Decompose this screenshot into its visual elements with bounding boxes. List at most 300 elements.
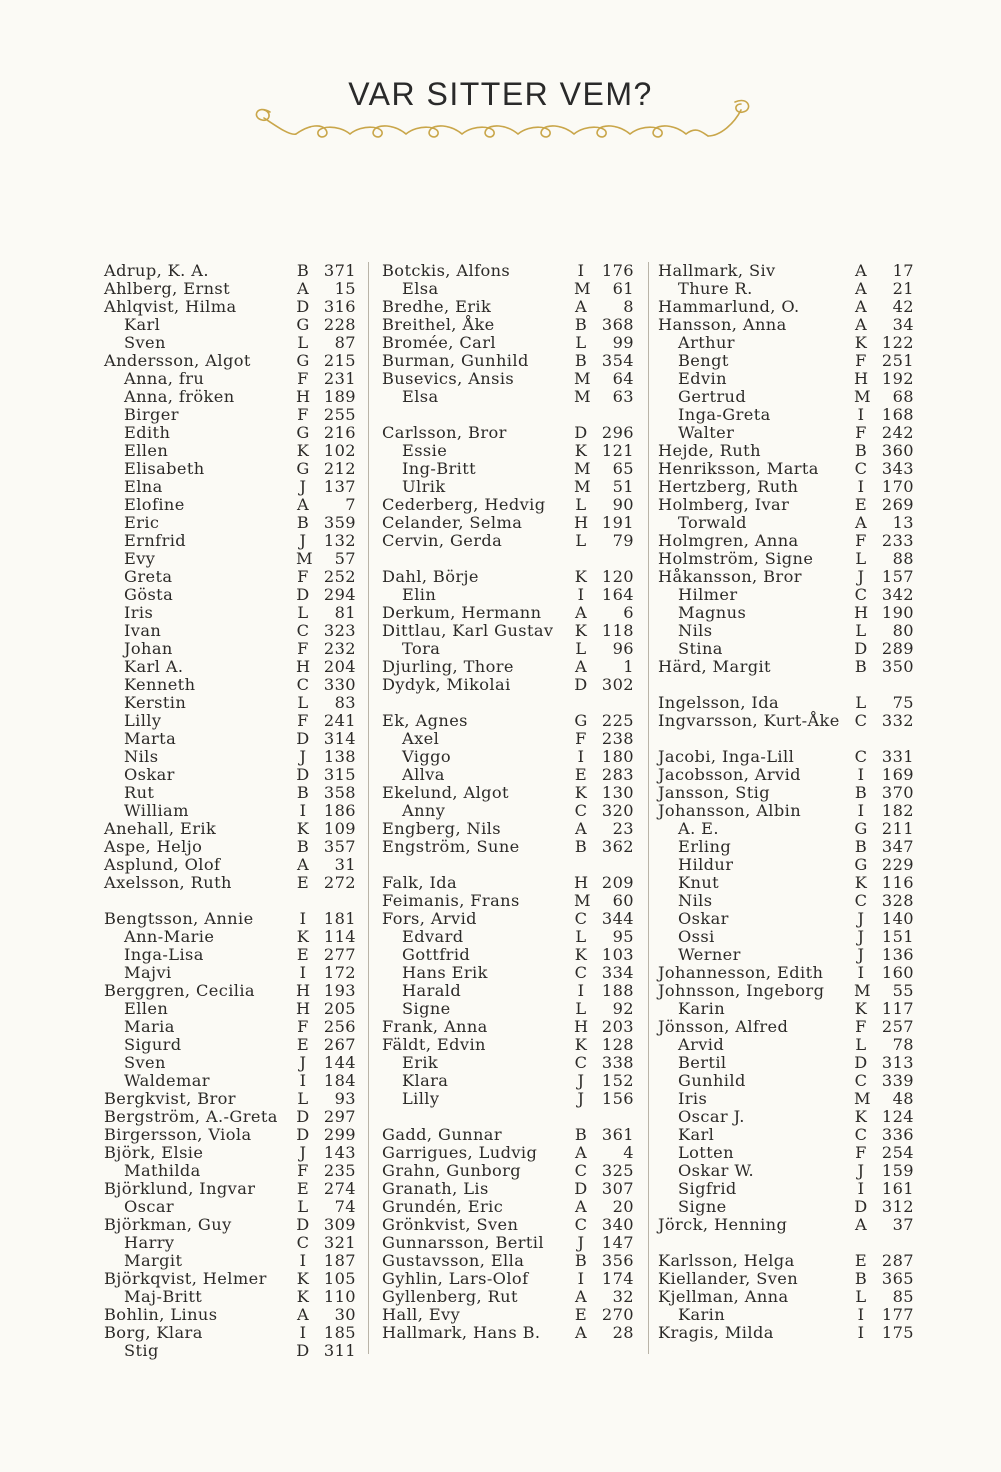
index-entry bbox=[382, 802, 634, 820]
index-entry bbox=[658, 586, 914, 604]
entry-section: H bbox=[296, 657, 311, 676]
entry-name: Iris bbox=[678, 1089, 708, 1108]
entry-name: Oskar bbox=[124, 765, 175, 784]
entry-name: Adrup, K. A. bbox=[104, 261, 209, 280]
entry-section: M bbox=[574, 387, 591, 406]
entry-name: A. E. bbox=[678, 819, 719, 838]
entry-name: Magnus bbox=[678, 603, 747, 622]
entry-name: Henriksson, Marta bbox=[658, 459, 819, 478]
entry-name: Elna bbox=[124, 477, 163, 496]
entry-name: Signe bbox=[678, 1197, 727, 1216]
entry-section: L bbox=[855, 549, 867, 568]
index-entry bbox=[382, 820, 634, 838]
entry-seat-number: 90 bbox=[612, 495, 634, 514]
entry-section: E bbox=[296, 1179, 310, 1198]
entry-section: E bbox=[296, 873, 310, 892]
entry-name: Johnsson, Ingeborg bbox=[658, 981, 825, 1000]
entry-section: M bbox=[574, 369, 591, 388]
index-entry bbox=[104, 1108, 356, 1126]
entry-seat-number: 170 bbox=[881, 477, 914, 496]
entry-seat-number: 316 bbox=[323, 297, 356, 316]
entry-section: H bbox=[296, 387, 311, 406]
entry-name: Bengt bbox=[678, 351, 729, 370]
entry-seat-number: 51 bbox=[612, 477, 634, 496]
entry-seat-number: 102 bbox=[323, 441, 356, 460]
index-entry bbox=[104, 406, 356, 424]
entry-section: D bbox=[854, 639, 868, 658]
entry-name: Holmgren, Anna bbox=[658, 531, 799, 550]
entry-section: C bbox=[574, 1215, 588, 1234]
entry-section: B bbox=[574, 1251, 588, 1270]
entry-name: Ann-Marie bbox=[124, 927, 215, 946]
index-entry bbox=[658, 838, 914, 856]
entry-seat-number: 60 bbox=[612, 891, 634, 910]
entry-section: I bbox=[299, 1251, 307, 1270]
entry-seat-number: 189 bbox=[323, 387, 356, 406]
entry-name: Inga-Lisa bbox=[124, 945, 204, 964]
entry-section: L bbox=[855, 1287, 867, 1306]
entry-seat-number: 340 bbox=[601, 1215, 634, 1234]
entry-seat-number: 172 bbox=[323, 963, 356, 982]
entry-name: Evy bbox=[124, 549, 156, 568]
letter-group-gap bbox=[382, 856, 634, 874]
entry-seat-number: 232 bbox=[323, 639, 356, 658]
entry-seat-number: 55 bbox=[892, 981, 914, 1000]
entry-seat-number: 114 bbox=[323, 927, 356, 946]
index-entry bbox=[658, 982, 914, 1000]
entry-name: Bredhe, Erik bbox=[382, 297, 492, 316]
entry-name: Bergström, A.-Greta bbox=[104, 1107, 278, 1126]
index-entry bbox=[658, 478, 914, 496]
entry-name: Hertzberg, Ruth bbox=[658, 477, 799, 496]
entry-section: B bbox=[574, 315, 588, 334]
index-entry bbox=[104, 982, 356, 1000]
entry-seat-number: 205 bbox=[323, 999, 356, 1018]
entry-name: Greta bbox=[124, 567, 173, 586]
entry-seat-number: 99 bbox=[612, 333, 634, 352]
entry-seat-number: 360 bbox=[881, 441, 914, 460]
entry-name: Jönsson, Alfred bbox=[658, 1017, 789, 1036]
entry-name: Bohlin, Linus bbox=[104, 1305, 218, 1324]
index-entry bbox=[104, 586, 356, 604]
entry-name: Botckis, Alfons bbox=[382, 261, 511, 280]
entry-section: A bbox=[574, 1197, 588, 1216]
index-entry bbox=[382, 460, 634, 478]
entry-name: Arvid bbox=[678, 1035, 725, 1054]
entry-seat-number: 251 bbox=[881, 351, 914, 370]
entry-section: G bbox=[296, 315, 310, 334]
entry-name: Waldemar bbox=[124, 1071, 210, 1090]
entry-section: C bbox=[854, 1071, 868, 1090]
entry-section: L bbox=[575, 639, 587, 658]
index-entry bbox=[104, 676, 356, 694]
entry-section: K bbox=[854, 1107, 868, 1126]
entry-name: Arthur bbox=[678, 333, 735, 352]
entry-name: Hilmer bbox=[678, 585, 738, 604]
entry-seat-number: 283 bbox=[601, 765, 634, 784]
entry-name: Gustavsson, Ella bbox=[382, 1251, 525, 1270]
index-entry bbox=[104, 532, 356, 550]
index-entry bbox=[658, 874, 914, 892]
index-entry bbox=[658, 802, 914, 820]
entry-name: Fäldt, Edvin bbox=[382, 1035, 486, 1054]
index-entry bbox=[658, 442, 914, 460]
index-entry bbox=[382, 784, 634, 802]
index-entry bbox=[104, 388, 356, 406]
entry-name: Gösta bbox=[124, 585, 174, 604]
entry-section: A bbox=[854, 315, 868, 334]
entry-section: M bbox=[574, 459, 591, 478]
index-entry bbox=[104, 370, 356, 388]
index-entry bbox=[104, 478, 356, 496]
entry-seat-number: 193 bbox=[323, 981, 356, 1000]
entry-seat-number: 256 bbox=[323, 1017, 356, 1036]
index-entry bbox=[382, 748, 634, 766]
entry-name: Oskar W. bbox=[678, 1161, 755, 1180]
entry-seat-number: 159 bbox=[881, 1161, 914, 1180]
index-entry bbox=[658, 496, 914, 514]
index-entry bbox=[382, 1144, 634, 1162]
entry-seat-number: 354 bbox=[601, 351, 634, 370]
entry-section: A bbox=[854, 279, 868, 298]
entry-name: Falk, Ida bbox=[382, 873, 458, 892]
entry-section: C bbox=[854, 459, 868, 478]
entry-seat-number: 277 bbox=[323, 945, 356, 964]
index-entry bbox=[382, 658, 634, 676]
entry-section: C bbox=[854, 711, 868, 730]
entry-name: Walter bbox=[678, 423, 735, 442]
index-entry bbox=[382, 604, 634, 622]
index-entry bbox=[104, 568, 356, 586]
entry-seat-number: 191 bbox=[601, 513, 634, 532]
entry-section: J bbox=[577, 1233, 585, 1252]
index-entry bbox=[104, 298, 356, 316]
entry-name: Ivan bbox=[124, 621, 162, 640]
entry-section: J bbox=[299, 477, 307, 496]
entry-name: Breithel, Åke bbox=[382, 315, 495, 334]
index-entry bbox=[104, 1072, 356, 1090]
index-entry bbox=[658, 1162, 914, 1180]
entry-section: K bbox=[854, 999, 868, 1018]
entry-seat-number: 20 bbox=[612, 1197, 634, 1216]
entry-section: B bbox=[854, 837, 868, 856]
index-entry bbox=[104, 1198, 356, 1216]
entry-section: E bbox=[296, 945, 310, 964]
entry-name: Viggo bbox=[402, 747, 452, 766]
index-entry bbox=[658, 370, 914, 388]
entry-section: F bbox=[297, 1017, 309, 1036]
entry-seat-number: 321 bbox=[323, 1233, 356, 1252]
entry-section: K bbox=[296, 927, 310, 946]
entry-name: Härd, Margit bbox=[658, 657, 771, 676]
entry-section: F bbox=[575, 729, 587, 748]
entry-name: Knut bbox=[678, 873, 720, 892]
entry-section: I bbox=[299, 1323, 307, 1342]
entry-seat-number: 242 bbox=[881, 423, 914, 442]
page-title: VAR SITTER VEM? bbox=[348, 76, 653, 112]
entry-name: Birgersson, Viola bbox=[104, 1125, 252, 1144]
index-entry bbox=[382, 496, 634, 514]
entry-name: Sven bbox=[124, 333, 166, 352]
entry-name: William bbox=[124, 801, 189, 820]
entry-name: Karl bbox=[678, 1125, 715, 1144]
entry-section: A bbox=[574, 1143, 588, 1162]
entry-section: F bbox=[855, 531, 867, 550]
entry-seat-number: 257 bbox=[881, 1017, 914, 1036]
entry-name: Karl bbox=[124, 315, 161, 334]
entry-name: Frank, Anna bbox=[382, 1017, 488, 1036]
entry-section: L bbox=[575, 333, 587, 352]
entry-section: F bbox=[297, 405, 309, 424]
letter-group-gap bbox=[658, 730, 914, 748]
entry-seat-number: 61 bbox=[612, 279, 634, 298]
entry-name: Ekelund, Algot bbox=[382, 783, 509, 802]
entry-name: Dahl, Börje bbox=[382, 567, 479, 586]
entry-seat-number: 74 bbox=[334, 1197, 356, 1216]
entry-name: Kragis, Milda bbox=[658, 1323, 774, 1342]
entry-section: E bbox=[296, 1035, 310, 1054]
entry-name: Burman, Gunhild bbox=[382, 351, 529, 370]
index-entry bbox=[382, 622, 634, 640]
entry-section: D bbox=[296, 1107, 310, 1126]
entry-section: A bbox=[574, 819, 588, 838]
index-entry bbox=[658, 1324, 914, 1342]
entry-section: K bbox=[854, 873, 868, 892]
entry-name: Granath, Lis bbox=[382, 1179, 489, 1198]
index-entry bbox=[658, 1288, 914, 1306]
entry-seat-number: 323 bbox=[323, 621, 356, 640]
entry-section: C bbox=[854, 585, 868, 604]
entry-name: Gertrud bbox=[678, 387, 747, 406]
index-entry bbox=[382, 298, 634, 316]
entry-name: Lotten bbox=[678, 1143, 734, 1162]
index-entry bbox=[658, 694, 914, 712]
entry-seat-number: 32 bbox=[612, 1287, 634, 1306]
index-entry bbox=[658, 748, 914, 766]
entry-name: Engberg, Nils bbox=[382, 819, 501, 838]
entry-name: Essie bbox=[402, 441, 448, 460]
entry-name: Jansson, Stig bbox=[658, 783, 770, 802]
entry-seat-number: 118 bbox=[601, 621, 634, 640]
entry-name: Lilly bbox=[124, 711, 162, 730]
entry-seat-number: 296 bbox=[601, 423, 634, 442]
entry-section: E bbox=[854, 1251, 868, 1270]
entry-section: K bbox=[296, 1269, 310, 1288]
entry-section: J bbox=[857, 1161, 865, 1180]
entry-section: A bbox=[574, 1323, 588, 1342]
entry-seat-number: 117 bbox=[881, 999, 914, 1018]
index-entry bbox=[382, 676, 634, 694]
index-entry bbox=[104, 856, 356, 874]
entry-seat-number: 130 bbox=[601, 783, 634, 802]
entry-section: C bbox=[854, 1125, 868, 1144]
entry-seat-number: 315 bbox=[323, 765, 356, 784]
entry-section: A bbox=[296, 855, 310, 874]
entry-name: Karin bbox=[678, 999, 726, 1018]
entry-name: Gyhlin, Lars-Olof bbox=[382, 1269, 529, 1288]
entry-seat-number: 347 bbox=[881, 837, 914, 856]
entry-seat-number: 325 bbox=[601, 1161, 634, 1180]
index-entry bbox=[658, 1144, 914, 1162]
entry-name: Erling bbox=[678, 837, 732, 856]
entry-name: Majvi bbox=[124, 963, 172, 982]
entry-section: K bbox=[854, 333, 868, 352]
index-entry bbox=[104, 820, 356, 838]
entry-name: Bengtsson, Annie bbox=[104, 909, 254, 928]
index-entry bbox=[104, 1144, 356, 1162]
index-entry bbox=[382, 1234, 634, 1252]
entry-name: Cederberg, Hedvig bbox=[382, 495, 546, 514]
entry-seat-number: 143 bbox=[323, 1143, 356, 1162]
entry-section: D bbox=[574, 675, 588, 694]
entry-section: M bbox=[574, 891, 591, 910]
entry-section: D bbox=[296, 1215, 310, 1234]
entry-seat-number: 152 bbox=[601, 1071, 634, 1090]
entry-section: D bbox=[296, 729, 310, 748]
entry-seat-number: 365 bbox=[881, 1269, 914, 1288]
entry-section: L bbox=[855, 1035, 867, 1054]
entry-seat-number: 330 bbox=[323, 675, 356, 694]
entry-name: Nils bbox=[678, 891, 713, 910]
index-entry bbox=[104, 730, 356, 748]
entry-name: Maj-Britt bbox=[124, 1287, 203, 1306]
entry-section: L bbox=[297, 603, 309, 622]
entry-seat-number: 110 bbox=[323, 1287, 356, 1306]
entry-section: F bbox=[297, 639, 309, 658]
entry-seat-number: 314 bbox=[323, 729, 356, 748]
entry-name: Engström, Sune bbox=[382, 837, 520, 856]
index-entry bbox=[104, 334, 356, 352]
entry-section: K bbox=[574, 1035, 588, 1054]
entry-seat-number: 160 bbox=[881, 963, 914, 982]
entry-seat-number: 128 bbox=[601, 1035, 634, 1054]
entry-name: Garrigues, Ludvig bbox=[382, 1143, 538, 1162]
entry-section: J bbox=[299, 1053, 307, 1072]
entry-seat-number: 121 bbox=[601, 441, 634, 460]
index-entry bbox=[104, 838, 356, 856]
entry-name: Ulrik bbox=[402, 477, 446, 496]
entry-section: J bbox=[577, 1089, 585, 1108]
entry-name: Celander, Selma bbox=[382, 513, 523, 532]
entry-section: J bbox=[299, 747, 307, 766]
entry-name: Gunnarsson, Bertil bbox=[382, 1233, 544, 1252]
entry-seat-number: 254 bbox=[881, 1143, 914, 1162]
entry-section: A bbox=[574, 1287, 588, 1306]
entry-name: Derkum, Hermann bbox=[382, 603, 542, 622]
index-entry bbox=[658, 1072, 914, 1090]
entry-name: Marta bbox=[124, 729, 177, 748]
entry-seat-number: 164 bbox=[601, 585, 634, 604]
entry-name: Eric bbox=[124, 513, 160, 532]
index-entry bbox=[658, 550, 914, 568]
entry-seat-number: 174 bbox=[601, 1269, 634, 1288]
entry-seat-number: 269 bbox=[881, 495, 914, 514]
entry-seat-number: 185 bbox=[323, 1323, 356, 1342]
entry-section: J bbox=[299, 1143, 307, 1162]
entry-section: F bbox=[855, 351, 867, 370]
entry-seat-number: 78 bbox=[892, 1035, 914, 1054]
index-entry bbox=[382, 1216, 634, 1234]
entry-section: B bbox=[296, 513, 310, 532]
entry-section: I bbox=[577, 585, 585, 604]
index-entry bbox=[382, 442, 634, 460]
index-entry bbox=[104, 766, 356, 784]
entry-seat-number: 144 bbox=[323, 1053, 356, 1072]
entry-seat-number: 361 bbox=[601, 1125, 634, 1144]
entry-name: Ossi bbox=[678, 927, 715, 946]
entry-seat-number: 192 bbox=[881, 369, 914, 388]
entry-name: Elisabeth bbox=[124, 459, 205, 478]
entry-name: Djurling, Thore bbox=[382, 657, 514, 676]
entry-name: Elofine bbox=[124, 495, 185, 514]
entry-seat-number: 368 bbox=[601, 315, 634, 334]
entry-name: Nils bbox=[124, 747, 159, 766]
index-entry bbox=[658, 280, 914, 298]
entry-name: Karlsson, Helga bbox=[658, 1251, 795, 1270]
entry-name: Maria bbox=[124, 1017, 175, 1036]
entry-name: Gyllenberg, Rut bbox=[382, 1287, 518, 1306]
index-entry bbox=[658, 820, 914, 838]
entry-seat-number: 15 bbox=[334, 279, 356, 298]
index-entry bbox=[382, 766, 634, 784]
entry-name: Hildur bbox=[678, 855, 734, 874]
entry-section: A bbox=[296, 495, 310, 514]
entry-name: Axel bbox=[402, 729, 440, 748]
index-entry bbox=[104, 262, 356, 280]
entry-name: Anna, fröken bbox=[124, 387, 235, 406]
entry-seat-number: 122 bbox=[881, 333, 914, 352]
entry-section: K bbox=[296, 819, 310, 838]
entry-name: Elsa bbox=[402, 279, 439, 298]
entry-seat-number: 342 bbox=[881, 585, 914, 604]
entry-seat-number: 313 bbox=[881, 1053, 914, 1072]
entry-name: Johannesson, Edith bbox=[658, 963, 824, 982]
entry-section: I bbox=[857, 1323, 865, 1342]
entry-seat-number: 6 bbox=[623, 603, 634, 622]
entry-section: C bbox=[574, 909, 588, 928]
index-entry bbox=[382, 1252, 634, 1270]
entry-seat-number: 120 bbox=[601, 567, 634, 586]
entry-seat-number: 299 bbox=[323, 1125, 356, 1144]
entry-name: Ingvarsson, Kurt-Åke bbox=[658, 711, 840, 730]
entry-name: Bergkvist, Bror bbox=[104, 1089, 236, 1108]
entry-section: J bbox=[857, 945, 865, 964]
entry-seat-number: 370 bbox=[881, 783, 914, 802]
entry-section: H bbox=[854, 603, 869, 622]
entry-section: L bbox=[575, 927, 587, 946]
entry-seat-number: 75 bbox=[892, 693, 914, 712]
index-column-3 bbox=[658, 262, 914, 1342]
entry-name: Anny bbox=[402, 801, 446, 820]
entry-name: Inga-Greta bbox=[678, 405, 771, 424]
entry-name: Carlsson, Bror bbox=[382, 423, 507, 442]
index-entry bbox=[382, 352, 634, 370]
entry-name: Jacobi, Inga-Lill bbox=[658, 747, 795, 766]
entry-section: I bbox=[857, 405, 865, 424]
index-entry bbox=[658, 568, 914, 586]
entry-seat-number: 311 bbox=[323, 1341, 356, 1360]
entry-seat-number: 339 bbox=[881, 1071, 914, 1090]
entry-seat-number: 157 bbox=[881, 567, 914, 586]
entry-name: Karin bbox=[678, 1305, 726, 1324]
entry-section: K bbox=[574, 567, 588, 586]
entry-seat-number: 297 bbox=[323, 1107, 356, 1126]
entry-section: I bbox=[299, 801, 307, 820]
index-entry bbox=[382, 1054, 634, 1072]
entry-name: Mathilda bbox=[124, 1161, 201, 1180]
entry-section: I bbox=[857, 963, 865, 982]
index-entry bbox=[104, 1270, 356, 1288]
